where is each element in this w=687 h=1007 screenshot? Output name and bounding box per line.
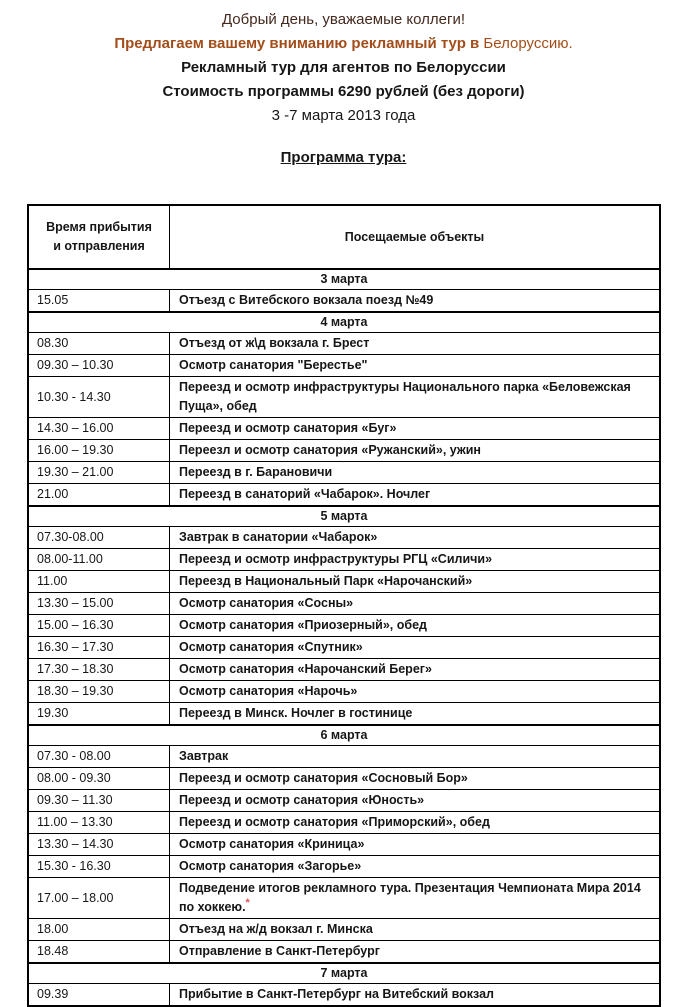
objects-column-header: Посещаемые объекты: [170, 205, 661, 269]
schedule-table: [27, 204, 661, 1007]
schedule-row: [28, 681, 660, 703]
schedule-row: [28, 703, 660, 726]
time-cell: 21.00: [28, 484, 170, 507]
date-cell: 3 марта: [28, 269, 660, 290]
time-cell: 17.30 – 18.30: [28, 659, 170, 681]
schedule-row: [28, 790, 660, 812]
time-cell: 18.30 – 19.30: [28, 681, 170, 703]
schedule-table-body: [28, 269, 660, 1006]
activity-cell: Осмотр санатория «Спутник»: [170, 637, 661, 659]
schedule-row: [28, 615, 660, 637]
activity-cell: Переезд в санаторий «Чабарок». Ночлег: [170, 484, 661, 507]
time-cell: 08.00-11.00: [28, 549, 170, 571]
schedule-row: [28, 637, 660, 659]
time-cell: 16.00 – 19.30: [28, 440, 170, 462]
footnote-asterisk: *: [245, 896, 250, 909]
schedule-table-head: [28, 205, 660, 269]
schedule-row: [28, 484, 660, 507]
time-cell: 11.00: [28, 571, 170, 593]
offer-line-tail: Белоруссию.: [479, 35, 573, 52]
schedule-row: [28, 812, 660, 834]
schedule-row: [28, 440, 660, 462]
date-cell: 6 марта: [28, 725, 660, 746]
price-line: Стоимость программы 6290 рублей (без дороги): [162, 83, 525, 100]
activity-cell: Завтрак в санатории «Чабарок»: [170, 527, 661, 549]
date-section-row: [28, 506, 660, 527]
time-cell: 17.00 – 18.00: [28, 878, 170, 919]
activity-cell: Отправление в Санкт-Петербург: [170, 941, 661, 964]
activity-cell: Переезд и осмотр санатория «Сосновый Бор»: [170, 768, 661, 790]
activity-cell: Отъезд от ж\д вокзала г. Брест: [170, 333, 661, 355]
time-cell: 14.30 – 16.00: [28, 418, 170, 440]
activity-cell: Переезд и осмотр санатория «Юность»: [170, 790, 661, 812]
time-cell: 13.30 – 15.00: [28, 593, 170, 615]
time-cell: 09.30 – 10.30: [28, 355, 170, 377]
schedule-row: [28, 856, 660, 878]
time-cell: 09.39: [28, 984, 170, 1007]
activity-cell: Переезл и осмотр санатория «Ружанский», ужин: [170, 440, 661, 462]
time-cell: 07.30-08.00: [28, 527, 170, 549]
tour-title-line: Рекламный тур для агентов по Белоруссии: [181, 59, 506, 76]
schedule-row: [28, 571, 660, 593]
activity-cell: Переезд в г. Барановичи: [170, 462, 661, 484]
activity-cell: Отъезд с Витебского вокзала поезд №49: [170, 290, 661, 313]
time-column-header-line2: и отправления: [53, 239, 145, 253]
time-cell: 15.00 – 16.30: [28, 615, 170, 637]
activity-cell: Прибытие в Санкт-Петербург на Витебский вокзал: [170, 984, 661, 1007]
date-section-row: [28, 312, 660, 333]
schedule-row: [28, 659, 660, 681]
activity-cell: Осмотр санатория «Нарочанский Берег»: [170, 659, 661, 681]
activity-cell: Завтрак: [170, 746, 661, 768]
time-cell: 08.30: [28, 333, 170, 355]
date-cell: 5 марта: [28, 506, 660, 527]
activity-cell: Осмотр санатория "Берестье": [170, 355, 661, 377]
time-cell: 19.30: [28, 703, 170, 726]
greeting-line: Добрый день, уважаемые коллеги!: [221, 11, 466, 28]
activity-cell: Переезд в Национальный Парк «Нарочанский»: [170, 571, 661, 593]
offer-line-bold: Предлагаем вашему вниманию рекламный тур в: [114, 35, 480, 52]
time-column-header: [28, 205, 170, 269]
activity-cell: Осмотр санатория «Приозерный», обед: [170, 615, 661, 637]
schedule-row: [28, 919, 660, 941]
table-header-row: [28, 205, 660, 269]
time-cell: 15.30 - 16.30: [28, 856, 170, 878]
time-cell: 13.30 – 14.30: [28, 834, 170, 856]
schedule-row: [28, 549, 660, 571]
activity-cell: Переезд в Минск. Ночлег в гостинице: [170, 703, 661, 726]
date-cell: 7 марта: [28, 963, 660, 984]
time-cell: 19.30 – 21.00: [28, 462, 170, 484]
date-cell: 4 марта: [28, 312, 660, 333]
activity-cell: Переезд и осмотр инфраструктуры РГЦ «Силичи»: [170, 549, 661, 571]
schedule-row: [28, 333, 660, 355]
schedule-row: [28, 746, 660, 768]
date-section-row: [28, 725, 660, 746]
time-column-header-line1: Время прибытия: [46, 220, 152, 234]
activity-cell: Подведение итогов рекламного тура. Презентация Чемпионата Мира 2014 по хоккею.*: [170, 878, 661, 919]
schedule-row: [28, 768, 660, 790]
schedule-row: [28, 462, 660, 484]
schedule-row: [28, 834, 660, 856]
date-section-row: [28, 269, 660, 290]
activity-cell: Переезд и осмотр санатория «Приморский», обед: [170, 812, 661, 834]
document-header: [0, 0, 687, 170]
activity-cell: Осмотр санатория «Криница»: [170, 834, 661, 856]
schedule-row: [28, 355, 660, 377]
dates-line: 3 -7 марта 2013 года: [271, 107, 416, 124]
time-cell: 10.30 - 14.30: [28, 377, 170, 418]
time-cell: 18.48: [28, 941, 170, 964]
time-cell: 09.30 – 11.30: [28, 790, 170, 812]
schedule-row: [28, 941, 660, 964]
activity-cell: Переезд и осмотр санатория «Буг»: [170, 418, 661, 440]
schedule-row: [28, 984, 660, 1007]
activity-cell: Осмотр санатория «Загорье»: [170, 856, 661, 878]
schedule-row: [28, 377, 660, 418]
program-title: Программа тура:: [280, 149, 407, 166]
schedule-row: [28, 290, 660, 313]
time-cell: 18.00: [28, 919, 170, 941]
date-section-row: [28, 963, 660, 984]
time-cell: 08.00 - 09.30: [28, 768, 170, 790]
time-cell: 15.05: [28, 290, 170, 313]
schedule-row: [28, 418, 660, 440]
time-cell: 07.30 - 08.00: [28, 746, 170, 768]
schedule-row: [28, 593, 660, 615]
activity-cell: Переезд и осмотр инфраструктуры Национального парка «Беловежская Пуща», обед: [170, 377, 661, 418]
schedule-row: [28, 878, 660, 919]
schedule-row: [28, 527, 660, 549]
activity-cell: Отъезд на ж/д вокзал г. Минска: [170, 919, 661, 941]
activity-cell: Осмотр санатория «Нарочь»: [170, 681, 661, 703]
time-cell: 11.00 – 13.30: [28, 812, 170, 834]
time-cell: 16.30 – 17.30: [28, 637, 170, 659]
activity-cell: Осмотр санатория «Сосны»: [170, 593, 661, 615]
offer-line: [0, 32, 687, 56]
